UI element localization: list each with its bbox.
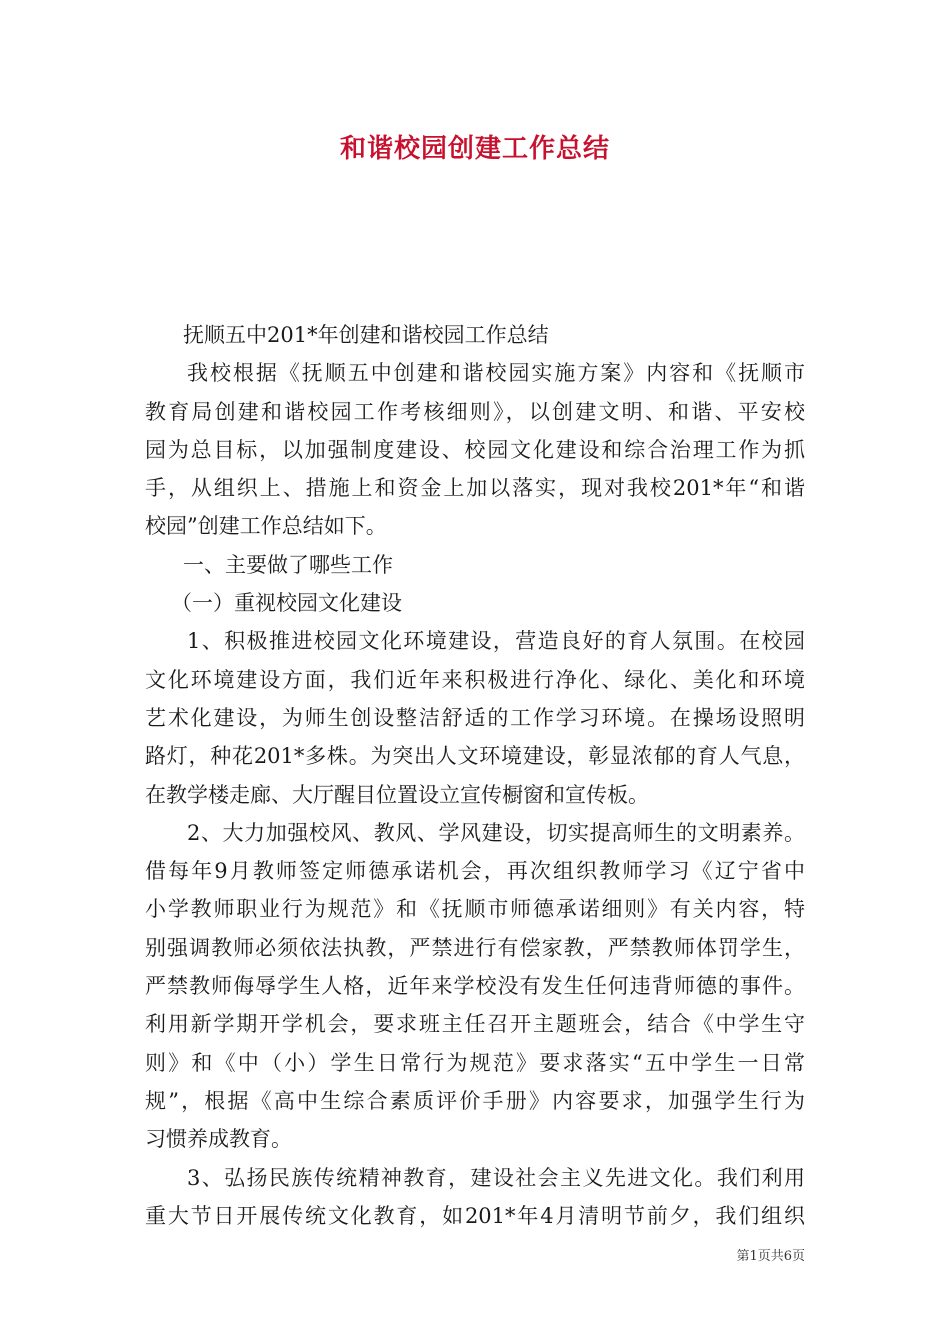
- subsection-heading: （一）重视校园文化建设: [171, 591, 402, 616]
- paragraph-line: 手，从组织上、措施上和资金上加以落实，现对我校201*年“和谐: [145, 476, 805, 501]
- paragraph-line: 则》和《中（小）学生日常行为规范》要求落实“五中学生一日常: [145, 1050, 805, 1075]
- page-number: 第1页共6页: [736, 1249, 805, 1264]
- paragraph-line: 规”，根据《高中生综合素质评价手册》内容要求，加强学生行为: [145, 1088, 805, 1113]
- paragraph-line: 校园”创建工作总结如下。: [145, 514, 387, 539]
- paragraph-line: 别强调教师必须依法执教，严禁进行有偿家教，严禁教师体罚学生，: [145, 935, 805, 960]
- paragraph-line: 在教学楼走廊、大厅醒目位置设立宣传橱窗和宣传板。: [145, 782, 649, 807]
- page-title: 和谐校园创建工作总结: [339, 134, 610, 164]
- paragraph-line: 严禁教师侮辱学生人格，近年来学校没有发生任何违背师德的事件。: [145, 974, 805, 999]
- paragraph-line: 艺术化建设，为师生创设整洁舒适的工作学习环境。在操场设照明: [145, 705, 805, 730]
- paragraph-line: 利用新学期开学机会，要求班主任召开主题班会，结合《中学生守: [145, 1012, 805, 1037]
- paragraph-line: 1、积极推进校园文化环境建设，营造良好的育人氛围。在校园: [187, 629, 805, 654]
- paragraph-line: 路灯，种花201*多株。为突出人文环境建设，彰显浓郁的育人气息，: [145, 744, 805, 769]
- paragraph-line: 园为总目标，以加强制度建设、校园文化建设和综合治理工作为抓: [145, 437, 805, 462]
- paragraph-line: 小学教师职业行为规范》和《抚顺市师德承诺细则》有关内容，特: [145, 897, 805, 922]
- paragraph-line: 文化环境建设方面，我们近年来积极进行净化、绿化、美化和环境: [145, 667, 805, 692]
- paragraph-line: 重大节日开展传统文化教育，如201*年4月清明节前夕，我们组织: [145, 1203, 805, 1228]
- paragraph-line: 借每年9月教师签定师德承诺机会，再次组织教师学习《辽宁省中: [145, 859, 805, 884]
- paragraph-line: 教育局创建和谐校园工作考核细则》，以创建文明、和谐、平安校: [145, 399, 805, 424]
- paragraph-line: 2、大力加强校风、教风、学风建设，切实提高师生的文明素养。: [187, 820, 805, 845]
- paragraph-line: 我校根据《抚顺五中创建和谐校园实施方案》内容和《抚顺市: [187, 361, 805, 386]
- section-heading: 一、主要做了哪些工作: [183, 552, 393, 577]
- document-body: [145, 316, 805, 1235]
- subtitle-line: 抚顺五中201*年创建和谐校园工作总结: [183, 323, 549, 347]
- paragraph-line: 3、弘扬民族传统精神教育，建设社会主义先进文化。我们利用: [187, 1165, 805, 1190]
- paragraph-line: 习惯养成教育。: [145, 1127, 292, 1152]
